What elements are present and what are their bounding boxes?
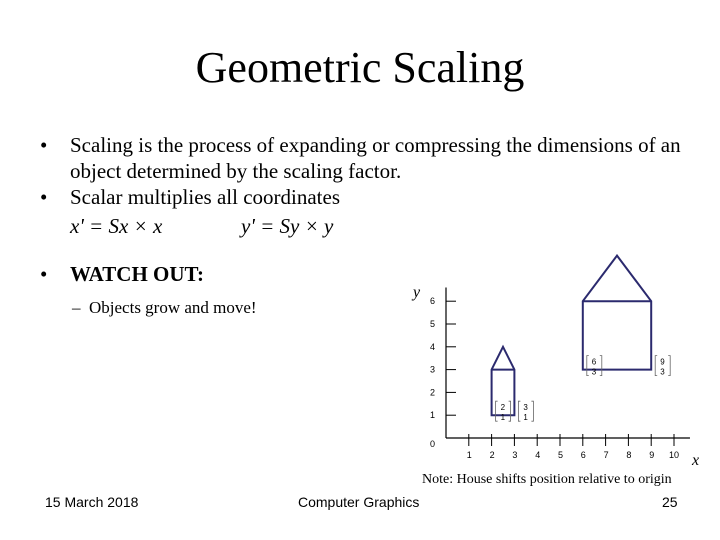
sub-bullet-text: Objects grow and move!: [89, 298, 257, 317]
bullet-text: Scalar multiplies all coordinates: [70, 185, 341, 209]
vector-top-value: 9: [660, 357, 665, 367]
vector-bottom-value: 3: [591, 367, 597, 377]
y-tick-label: 4: [430, 341, 436, 352]
vector-top-value: 6: [591, 357, 597, 367]
vector-top-value: 2: [500, 403, 506, 413]
x-tick-label: 7: [603, 450, 609, 460]
x-axis-label: x: [692, 452, 700, 469]
x-tick-label: 8: [626, 450, 632, 460]
x-tick-label: 2: [489, 450, 495, 460]
bullet-marker: •: [40, 185, 48, 209]
y-tick-label: 0: [430, 439, 436, 449]
house-shift-note: Note: House shifts position relative to origin: [422, 472, 672, 487]
dash-marker: –: [72, 298, 81, 317]
vector-bracket-right: [531, 401, 533, 421]
x-tick-label: 5: [558, 450, 564, 460]
y-tick-label: 1: [430, 410, 436, 421]
vector-bracket-left: [655, 356, 657, 376]
vector-bracket-left: [518, 401, 520, 421]
bullet-marker: •: [40, 262, 48, 286]
footer-page-number: 25: [662, 494, 678, 510]
x-tick-label: 4: [535, 450, 541, 460]
footer-date: 15 March 2018: [45, 494, 139, 510]
y-tick-label: 3: [430, 364, 436, 375]
large-house: [583, 256, 651, 370]
bullet-text: Scaling is the process of expanding or compressing the dimensions of an object determined by the scaling factor.: [70, 133, 681, 183]
formula-y: y' = Sy × y: [241, 214, 334, 238]
footer-course: Computer Graphics: [298, 494, 420, 510]
formula-x: x' = Sx × x: [70, 214, 163, 238]
vector-bottom-value: 1: [523, 413, 528, 423]
vector-bottom-value: 3: [660, 367, 665, 377]
x-tick-label: 3: [512, 450, 518, 460]
watch-out-text: WATCH OUT:: [70, 262, 204, 286]
vector-bracket-right: [600, 356, 602, 376]
vector-bracket-right: [509, 401, 511, 421]
y-tick-label: 2: [430, 387, 436, 398]
bullet-marker: •: [40, 133, 48, 157]
x-tick-label: 10: [669, 450, 680, 460]
y-axis-label: y: [413, 284, 421, 301]
x-tick-label: 9: [649, 450, 655, 460]
vector-bracket-left: [496, 401, 498, 421]
y-tick-label: 5: [430, 319, 436, 329]
x-tick-label: 6: [580, 450, 586, 460]
vector-bracket-left: [587, 356, 589, 376]
x-tick-label: 1: [466, 450, 472, 460]
vector-top-value: 3: [523, 403, 528, 413]
vector-bracket-right: [668, 356, 670, 376]
vector-bottom-value: 1: [500, 413, 506, 423]
y-tick-label: 6: [430, 296, 436, 307]
slide-title: Geometric Scaling: [195, 43, 525, 92]
